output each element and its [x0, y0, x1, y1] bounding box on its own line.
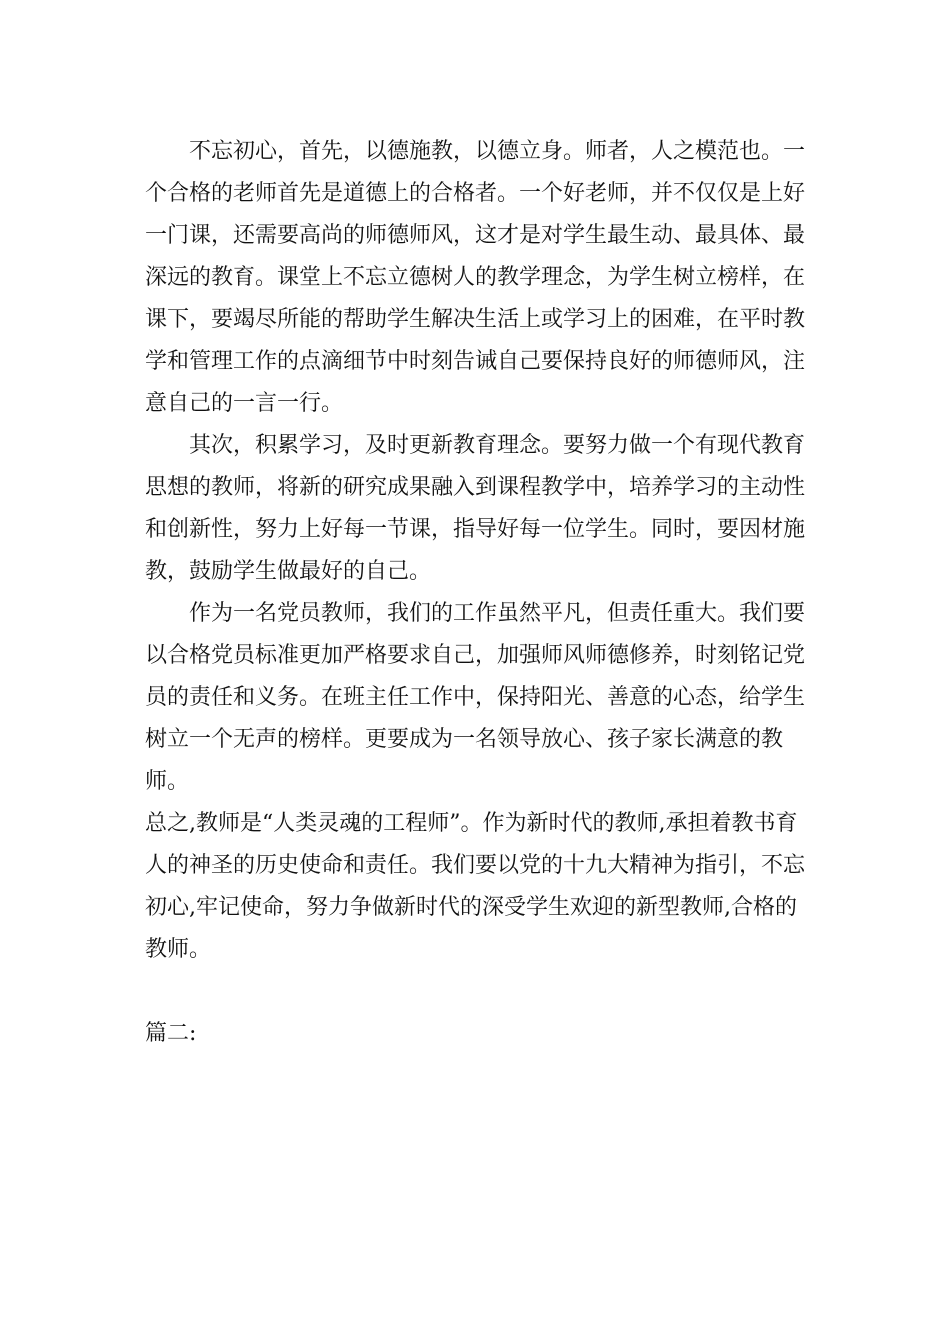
- paragraph-4: 总之,教师是“人类灵魂的工程师”。作为新时代的教师,承担着教书育人的神圣的历史使命和责任。我们要以党的十九大精神为指引，不忘初心,牢记使命，努力争做新时代的深受学生欢迎的新型教师,合格的教师。: [145, 811, 806, 962]
- section-heading: 篇二:: [145, 1021, 197, 1046]
- paragraph-2: 其次，积累学习，及时更新教育理念。要努力做一个有现代教育思想的教师，将新的研究成果融入到课程教学中，培养学习的主动性和创新性，努力上好每一节课，指导好每一位学生。同时，要因材施教，鼓励学生做最好的自己。: [145, 433, 806, 584]
- paragraph-1: 不忘初心，首先，以德施教，以德立身。师者，人之模范也。一个合格的老师首先是道德上的合格者。一个好老师，并不仅仅是上好一门课，还需要高尚的师德师风，这才是对学生最生动、最具体、最深远的教育。课堂上不忘立德树人的教学理念，为学生树立榜样，在课下，要竭尽所能的帮助学生解决生活上或学习上的困难，在平时教学和管理工作的点滴细节中时刻告诫自己要保持良好的师德师风，注意自己的一言一行。: [145, 139, 806, 416]
- document-page: [145, 131, 805, 1055]
- paragraph-3: 作为一名党员教师，我们的工作虽然平凡，但责任重大。我们要以合格党员标准更加严格要求自己，加强师风师德修养，时刻铭记党员的责任和义务。在班主任工作中，保持阳光、善意的心态，给学生树立一个无声的榜样。更要成为一名领导放心、孩子家长满意的教师。: [145, 601, 806, 794]
